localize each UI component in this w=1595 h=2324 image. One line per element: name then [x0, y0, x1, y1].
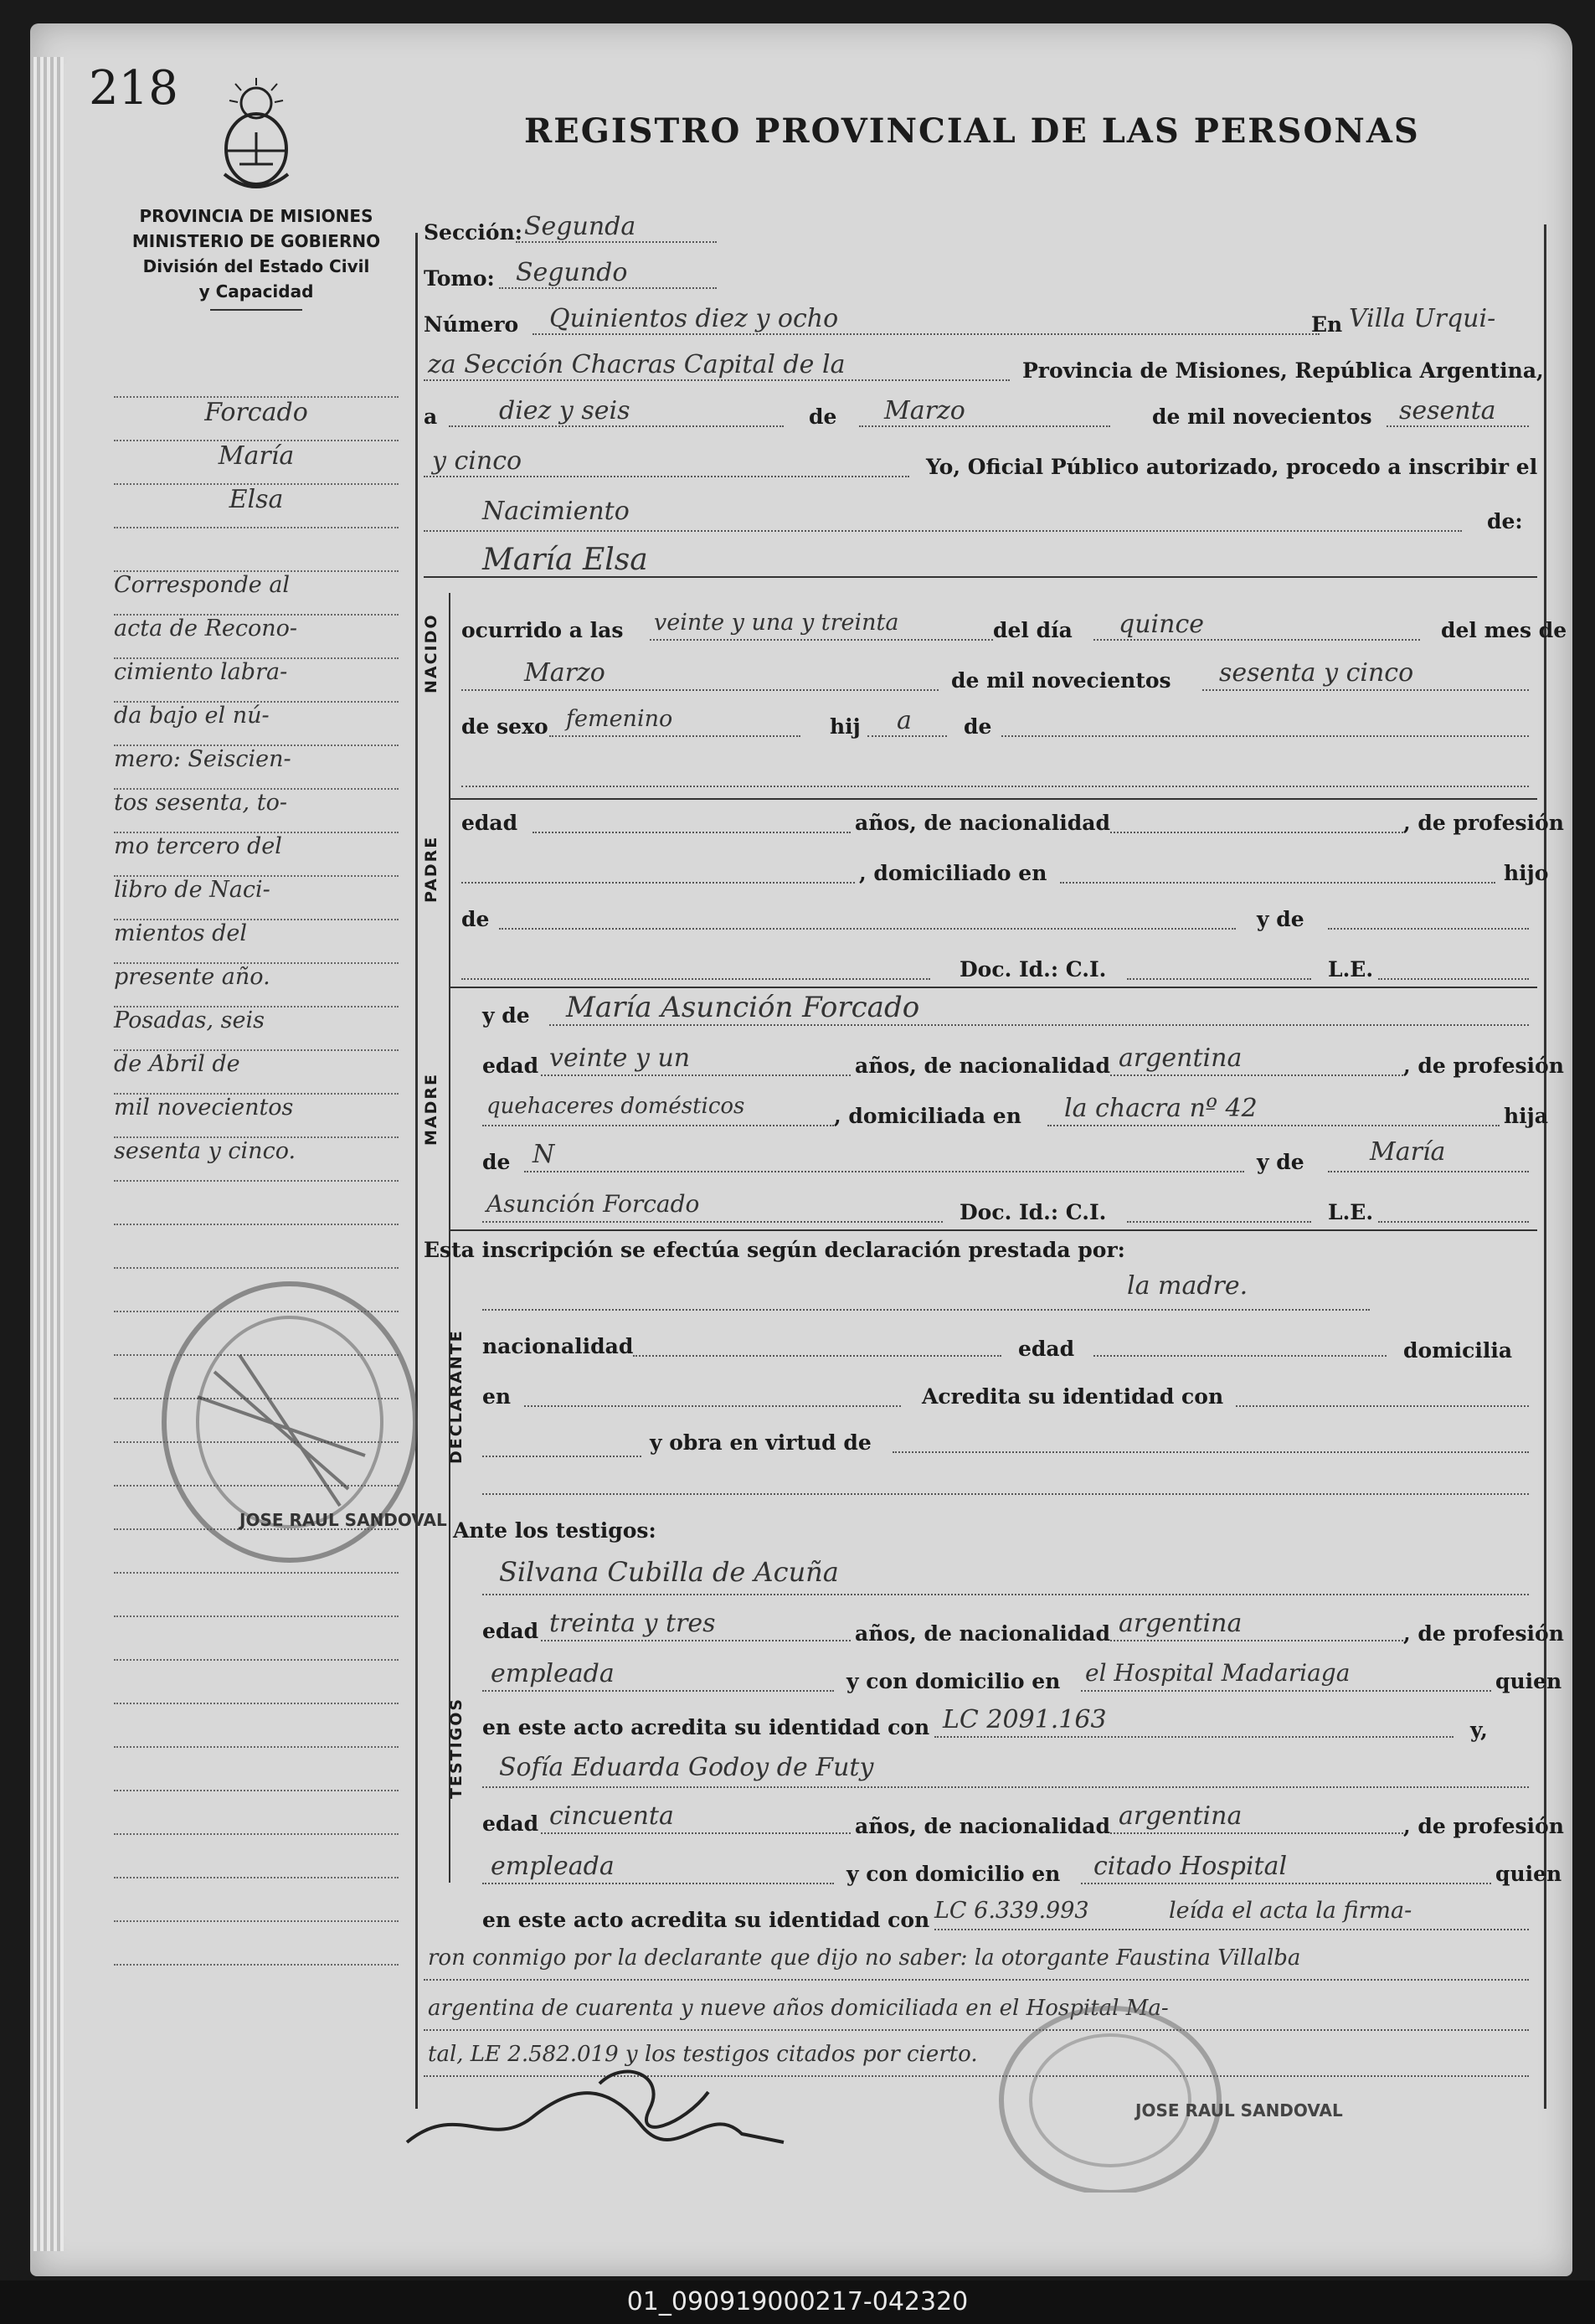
declarante-edad-label: edad: [1018, 1337, 1075, 1361]
t2-acredita-label: en este acto acredita su identidad con: [482, 1908, 930, 1932]
madre-de-label: de: [482, 1150, 511, 1174]
division-name-2: y Capacidad: [198, 281, 314, 301]
section-padre: PADRE: [422, 835, 440, 903]
division-name: División del Estado Civil: [142, 256, 370, 276]
margin-surname: Forcado: [114, 398, 399, 441]
madre-yde-label: y de: [482, 1003, 530, 1028]
mes-value: Marzo: [524, 658, 605, 688]
t2-quien-label: quien: [1495, 1862, 1562, 1886]
margin-note-line: de Abril de: [114, 1051, 399, 1095]
section-nacido: NACIDO: [422, 613, 440, 693]
tomo-label: Tomo:: [424, 266, 495, 291]
declarante-intro: Esta inscripción se efectúa según declaración prestada por:: [424, 1238, 1125, 1262]
margin-note-line: mo tercero del: [114, 833, 399, 877]
t1-prof-label: , de profesión: [1403, 1621, 1564, 1646]
madre-profesion: quehaceres domésticos: [486, 1094, 745, 1119]
seccion-label: Sección:: [424, 220, 522, 245]
testigo1-domicilio: el Hospital Madariaga: [1085, 1659, 1351, 1687]
margin-note-line: cimiento labra-: [114, 659, 399, 703]
tomo-value: Segundo: [516, 258, 628, 287]
lugar-value: za Sección Chacras Capital de la: [428, 350, 846, 379]
t1-acredita-label: en este acto acredita su identidad con: [482, 1715, 930, 1739]
en-label: En: [1311, 312, 1343, 337]
margin-name-1: María: [114, 441, 399, 485]
madre-yde2-label: y de: [1257, 1150, 1304, 1174]
testigo2-documento: LC 6.339.993: [934, 1898, 1089, 1924]
margin-note-line: mil novecientos: [114, 1095, 399, 1138]
madre-nac-label: años, de nacionalidad: [855, 1054, 1110, 1078]
fecha-anio-1: sesenta: [1399, 396, 1496, 425]
padre-doc-label: Doc. Id.: C.I.: [960, 957, 1107, 982]
margin-note-line: da bajo el nú-: [114, 703, 399, 746]
t1-nac-label: años, de nacionalidad: [855, 1621, 1110, 1646]
hij-label: hij: [830, 714, 861, 739]
fecha-dia: diez y seis: [499, 396, 630, 425]
padre-dom-label: , domiciliado en: [859, 861, 1047, 885]
declarante-dom-label: domicilia: [1403, 1338, 1513, 1363]
closing-line-1: leída el acta la firma-: [1169, 1898, 1412, 1924]
header-left: [105, 204, 407, 311]
en-value: Villa Urqui-: [1349, 304, 1496, 333]
de-colon: de:: [1487, 509, 1523, 533]
padre-le-label: L.E.: [1328, 957, 1374, 982]
del-dia-label: del día: [993, 618, 1073, 642]
testigo2-edad: cincuenta: [549, 1801, 674, 1831]
testigo1-profesion: empleada: [491, 1659, 615, 1688]
margin-note-line: sesenta y cinco.: [114, 1138, 399, 1182]
padre-nac-label: años, de nacionalidad: [855, 811, 1110, 835]
numero-label: Número: [424, 312, 519, 337]
t2-nac-label: años, de nacionalidad: [855, 1814, 1110, 1838]
padre-yde-label: y de: [1257, 907, 1304, 931]
image-identifier: 01_090919000217-042320: [0, 2280, 1595, 2324]
seccion-value: Segunda: [524, 212, 636, 241]
mil-novecientos: de mil novecientos: [1152, 405, 1372, 429]
hora-value: veinte y una y treinta: [654, 610, 899, 636]
sexo-label: de sexo: [461, 714, 548, 739]
de-label: de: [809, 405, 837, 429]
fecha-mes: Marzo: [884, 396, 965, 425]
testigo1-nacionalidad: argentina: [1119, 1609, 1243, 1638]
provincia-text: Provincia de Misiones, República Argentina,: [1022, 358, 1544, 383]
left-border: [415, 233, 418, 2109]
margin-note-line: acta de Recono-: [114, 616, 399, 659]
padre-prof-label: , de profesión: [1403, 811, 1564, 835]
dia-value: quince: [1119, 610, 1204, 639]
register-page: [30, 23, 1572, 2276]
testigo2-domicilio: citado Hospital: [1093, 1852, 1288, 1881]
margin-note-line: Corresponde al: [114, 572, 399, 616]
testigo2-profesion: empleada: [491, 1852, 615, 1881]
madre-padre-value: N: [533, 1140, 555, 1169]
del-mes-label: del mes de: [1441, 618, 1567, 642]
ministry-name: MINISTERIO DE GOBIERNO: [131, 231, 381, 251]
madre-hija-label: hija: [1504, 1104, 1548, 1128]
closing-line-3: argentina de cuarenta y nueve años domiciliada en el Hospital Ma-: [428, 1996, 1169, 2021]
section-madre: MADRE: [422, 1073, 440, 1146]
madre-madre-value-2: Asunción Forcado: [486, 1190, 700, 1218]
t1-y-label: y,: [1470, 1718, 1488, 1742]
madre-doc-label: Doc. Id.: C.I.: [960, 1200, 1107, 1224]
testigos-intro: Ante los testigos:: [453, 1518, 656, 1543]
testigo1-documento: LC 2091.163: [943, 1705, 1107, 1734]
declarante-quien: la madre.: [1127, 1271, 1248, 1301]
official-stamp-right: [976, 1975, 1445, 2193]
margin-note-line: mientos del: [114, 920, 399, 964]
madre-madre-value: María: [1370, 1137, 1446, 1167]
madre-le-label: L.E.: [1328, 1200, 1374, 1224]
madre-dom-label: , domiciliada en: [834, 1104, 1021, 1128]
testigo1-edad: treinta y tres: [549, 1609, 716, 1638]
madre-edad-value: veinte y un: [549, 1043, 691, 1073]
stamp-name-left: JOSE RAUL SANDOVAL: [239, 1510, 447, 1530]
madre-nombre: María Asunción Forcado: [566, 991, 920, 1024]
t2-prof-label: , de profesión: [1403, 1814, 1564, 1838]
madre-domicilio: la chacra nº 42: [1064, 1094, 1258, 1123]
margin-note-line: tos sesenta, to-: [114, 790, 399, 833]
acto-value: Nacimiento: [482, 497, 630, 526]
fecha-anio-2: y cinco: [432, 446, 522, 476]
margin-note-line: Posadas, seis: [114, 1007, 399, 1051]
oficial-text: Yo, Oficial Público autorizado, procedo a inscribir el: [926, 455, 1538, 479]
madre-nacionalidad: argentina: [1119, 1043, 1243, 1073]
margin-note-line: presente año.: [114, 964, 399, 1007]
section-testigos: TESTIGOS: [447, 1697, 466, 1799]
padre-de-label: de: [461, 907, 490, 931]
sexo-value: femenino: [566, 706, 673, 732]
t1-quien-label: quien: [1495, 1669, 1562, 1693]
margin-name-2: Elsa: [114, 485, 399, 528]
t2-dom-label: y con domicilio en: [846, 1862, 1061, 1886]
document-title: REGISTRO PROVINCIAL DE LAS PERSONAS: [524, 111, 1420, 151]
madre-edad-label: edad: [482, 1054, 539, 1078]
testigo2-nacionalidad: argentina: [1119, 1801, 1243, 1831]
declarante-acredita-label: Acredita su identidad con: [922, 1384, 1224, 1409]
page-number: 218: [89, 61, 178, 116]
t2-edad-label: edad: [482, 1811, 539, 1836]
t1-edad-label: edad: [482, 1619, 539, 1643]
province-name: PROVINCIA DE MISIONES: [139, 206, 373, 226]
anio-value: sesenta y cinco: [1219, 658, 1414, 688]
declarante-en-label: en: [482, 1384, 512, 1409]
testigo1-nombre: Silvana Cubilla de Acuña: [499, 1556, 839, 1588]
a-label: a: [424, 405, 438, 429]
nombre-inscripto: María Elsa: [482, 543, 648, 577]
coat-of-arms-icon: [206, 74, 306, 199]
madre-prof-label: , de profesión: [1403, 1054, 1564, 1078]
de-label-2: de: [964, 714, 992, 739]
ocurrido-label: ocurrido a las: [461, 618, 624, 642]
hij-suffix: a: [897, 706, 912, 735]
stamp-name-right: JOSE RAUL SANDOVAL: [1135, 2100, 1343, 2120]
page-edge: [30, 57, 64, 2251]
margin-note-line: libro de Naci-: [114, 877, 399, 920]
testigo2-nombre: Sofía Eduarda Godoy de Futy: [499, 1753, 874, 1782]
margin-column: [114, 354, 399, 1966]
numero-value: Quinientos diez y ocho: [549, 304, 839, 333]
padre-edad-label: edad: [461, 811, 518, 835]
section-declarante: DECLARANTE: [447, 1329, 466, 1464]
mil-novecientos-2: de mil novecientos: [951, 668, 1171, 693]
signature: [390, 2050, 826, 2167]
t1-dom-label: y con domicilio en: [846, 1669, 1061, 1693]
declarante-obra-label: y obra en virtud de: [650, 1430, 872, 1455]
closing-line-4: tal, LE 2.582.019 y los testigos citados por cierto.: [428, 2042, 978, 2067]
margin-note-line: mero: Seiscien-: [114, 746, 399, 790]
closing-line-2: ron conmigo por la declarante que dijo no saber: la otorgante Faustina Villalba: [428, 1945, 1301, 1971]
padre-hijo-label: hijo: [1504, 861, 1549, 885]
declarante-nac-label: nacionalidad: [482, 1334, 634, 1358]
